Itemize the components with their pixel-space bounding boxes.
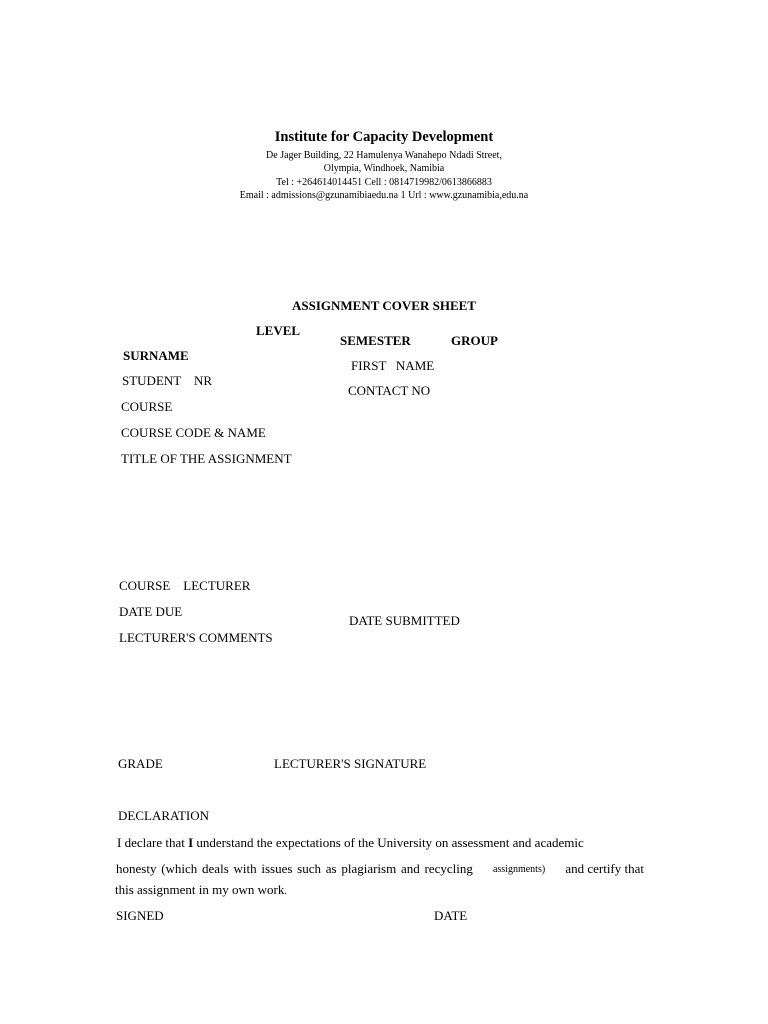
email-line: Email : admissions@gzunamibiaedu.na 1 Url : www.gzunamibia,edu.na	[239, 190, 529, 201]
declaration-line-1-bold: I	[188, 835, 194, 850]
level-label: LEVEL	[256, 323, 301, 338]
first-name-label: FIRST NAME	[351, 358, 435, 373]
course-label: COURSE	[121, 399, 173, 414]
grade-label: GRADE	[118, 756, 163, 771]
assignment-title-label: TITLE OF THE ASSIGNMENT	[121, 451, 292, 466]
lecturer-signature-label: LECTURER'S SIGNATURE	[274, 756, 427, 771]
declaration-line-2	[116, 861, 644, 877]
student-nr-label: STUDENT NR	[122, 373, 213, 388]
declaration-line-2-start: honesty (which deals with issues such as plagiarism and recycling	[116, 861, 473, 876]
address-line-1: De Jager Building, 22 Hamulenya Wanahepo Ndadi Street,	[266, 150, 502, 161]
institute-title: Institute for Capacity Development	[274, 129, 494, 145]
form-heading: ASSIGNMENT COVER SHEET	[292, 298, 476, 313]
address-line-2: Olympia, Windhoek, Namibia	[323, 163, 445, 174]
lecturer-comments-label: LECTURER'S COMMENTS	[119, 630, 273, 645]
signed-label: SIGNED	[116, 908, 164, 923]
declaration-line-1	[117, 835, 584, 851]
phone-line: Tel : +264614014451 Cell : 0814719982/0613866883	[276, 177, 492, 188]
declaration-line-3	[115, 882, 287, 898]
date-label: DATE	[434, 908, 468, 923]
declaration-line-2-end: and certify that	[565, 861, 644, 876]
declaration-heading: DECLARATION	[118, 808, 209, 823]
course-code-name-label: COURSE CODE & NAME	[121, 425, 266, 440]
declaration-line-1-end: understand the expectations of the University on assessment and academic	[193, 835, 584, 850]
declaration-line-2-small: assignments)	[492, 863, 546, 875]
date-submitted-label: DATE SUBMITTED	[349, 613, 460, 628]
semester-label: SEMESTER	[340, 333, 411, 348]
date-due-label: DATE DUE	[119, 604, 183, 619]
group-label: GROUP	[451, 333, 498, 348]
declaration-line-1-start: I declare that	[117, 835, 189, 850]
surname-label: SURNAME	[123, 348, 189, 363]
declaration-line-3-period: .	[284, 886, 287, 897]
contact-no-label: CONTACT NO	[348, 383, 431, 398]
course-lecturer-label: COURSE LECTURER	[119, 578, 251, 593]
declaration-line-3-text: this assignment in my own work	[115, 882, 285, 897]
